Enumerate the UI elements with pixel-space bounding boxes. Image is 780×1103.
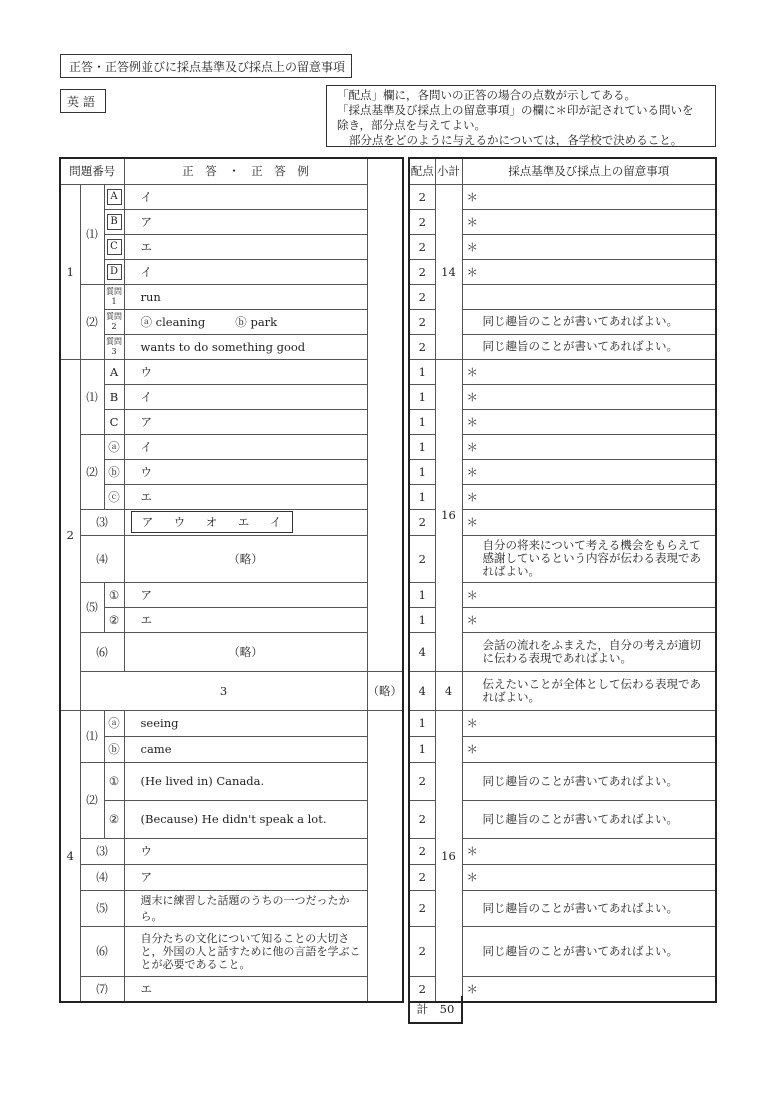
points-cell: 4 [409,632,435,671]
criteria-cell: ＊ [462,484,716,509]
criteria-cell: 同じ趣旨のことが書いてあればよい。 [462,334,716,359]
answer-cell: （略） [124,632,367,671]
points-cell: 1 [409,582,435,607]
criteria-cell: ＊ [462,509,716,535]
answer-cell: イ [124,384,367,409]
answer-cell: ウ [124,459,367,484]
part-number: ⑷ [80,535,124,582]
criteria-cell: 会話の流れをふまえた，自分の考えが適切に伝わる表現であればよい。 [462,632,716,671]
answer-cell: ア [124,582,367,607]
criteria-cell: 同じ趣旨のことが書いてあればよい。 [462,800,716,838]
points-cell: 2 [409,800,435,838]
criteria-cell: ＊ [462,409,716,434]
subject-label: 英語 [60,89,106,113]
part-number: ⑺ [80,976,124,1002]
sub-label: 質問3 [104,334,124,359]
instruction-line: 「配点」欄に，各問いの正答の場合の点数が示してある。 [337,88,636,102]
answer-cell: (He lived in) Canada. [124,762,367,800]
answer-cell: seeing [124,710,367,736]
sub-label: ⓐ [104,710,124,736]
sub-label: ⓑ [104,459,124,484]
points-cell: 2 [409,284,435,309]
sub-label: 質問2 [104,309,124,334]
sub-label: B [104,209,124,234]
criteria-cell: ＊ [462,582,716,607]
answer-cell: ア [124,409,367,434]
sub-label: ② [104,800,124,838]
criteria-cell: ＊ [462,607,716,632]
criteria-cell: ＊ [462,259,716,284]
points-cell: 2 [409,509,435,535]
answer-cell: イ [124,434,367,459]
points-cell: 2 [409,334,435,359]
sequence-item: オ [205,515,218,529]
part-number: ⑹ [80,632,124,671]
instructions-box [326,85,716,147]
answer-cell: エ [124,234,367,259]
criteria-cell: ＊ [462,184,716,209]
criteria-cell: 同じ趣旨のことが書いてあればよい。 [462,309,716,334]
answer-cell: ア [124,864,367,890]
criteria-cell: 自分の将来について考える機会をもらえて感謝しているという内容が伝わる表現であればよい。 [462,535,716,582]
answer-cell: イ [124,259,367,284]
points-cell: 1 [409,434,435,459]
points-cell: 1 [409,359,435,384]
part-number: ⑶ [80,509,124,535]
criteria-cell: 同じ趣旨のことが書いてあればよい。 [462,926,716,976]
answer-cell: 自分たちの文化について知ることの大切さと，外国の人と話すために他の言語を学ぶことが必要であること。 [124,926,367,976]
answer-sequence [124,509,367,535]
sub-label: ② [104,607,124,632]
points-cell: 2 [409,309,435,334]
question-number: 1 [60,184,80,359]
part-number: ⑶ [80,838,124,864]
criteria-cell: ＊ [462,736,716,762]
points-cell: 2 [409,864,435,890]
sequence-item: ウ [173,515,186,529]
answer-cell: came [124,736,367,762]
subtotal-cell: 14 [435,184,462,359]
points-cell: 2 [409,535,435,582]
answer-cell: ウ [124,359,367,384]
sequence-item: エ [237,515,250,529]
answer-cell: （略） [367,671,403,710]
sub-label: A [104,359,124,384]
criteria-cell: ＊ [462,864,716,890]
sub-label: C [104,409,124,434]
part-number: ⑵ [80,762,104,838]
answer-cell: エ [124,484,367,509]
points-cell: 2 [409,259,435,284]
part-number: ⑵ [80,434,104,509]
points-cell: 1 [409,710,435,736]
points-cell: 1 [409,736,435,762]
criteria-cell: 伝えたいことが全体として伝わる表現であればよい。 [462,671,716,710]
criteria-cell: ＊ [462,209,716,234]
sub-label: C [104,234,124,259]
header-question-no: 問題番号 [60,158,124,184]
subtotal-cell: 4 [435,671,462,710]
answer-cell: （略） [124,535,367,582]
criteria-cell: 同じ趣旨のことが書いてあればよい。 [462,890,716,926]
points-cell: 2 [409,838,435,864]
instruction-line: 除き，部分点を与えてよい。 [337,118,487,132]
points-cell: 2 [409,209,435,234]
points-cell: 2 [409,890,435,926]
points-cell: 1 [409,409,435,434]
sub-label: A [104,184,124,209]
points-cell: 4 [409,671,435,710]
criteria-cell: ＊ [462,434,716,459]
part-number: ⑴ [80,359,104,434]
header-points: 配点 [409,158,435,184]
criteria-cell: ＊ [462,234,716,259]
sub-label: B [104,384,124,409]
answer-cell: エ [124,976,367,1002]
points-cell: 1 [409,607,435,632]
sub-label: ① [104,762,124,800]
answer-cell: ⓐ cleaning ⓑ park [124,309,367,334]
answer-cell: 週末に練習した話題のうちの一つだったから。 [124,890,367,926]
header-criteria: 採点基準及び採点上の留意事項 [462,158,716,184]
part-number: ⑴ [80,184,104,284]
question-number: 4 [60,710,80,1002]
answer-cell: ウ [124,838,367,864]
criteria-cell: 同じ趣旨のことが書いてあればよい。 [462,762,716,800]
header-answer: 正 答 ・ 正 答 例 [124,158,367,184]
criteria-cell: ＊ [462,384,716,409]
scoring-table [408,157,717,1003]
points-cell: 2 [409,762,435,800]
part-number: ⑷ [80,864,124,890]
subtotal-cell: 16 [435,359,462,671]
instruction-line: 「採点基準及び採点上の留意事項」の欄に＊印が記されている問いを [337,103,694,117]
page-title: 正答・正答例並びに採点基準及び採点上の留意事項 [60,54,352,78]
points-cell: 1 [409,384,435,409]
criteria-cell: ＊ [462,459,716,484]
sub-label: ⓐ [104,434,124,459]
sub-label: 質問1 [104,284,124,309]
criteria-cell [462,284,716,309]
instruction-line: 部分点をどのように与えるかについては，各学校で決めること。 [349,133,683,147]
sequence-item: イ [269,515,282,529]
sub-label: ① [104,582,124,607]
answer-cell: (Because) He didn't speak a lot. [124,800,367,838]
answer-cell: エ [124,607,367,632]
points-cell: 1 [409,459,435,484]
question-number: 2 [60,359,80,710]
answer-cell: イ [124,184,367,209]
sub-label: ⓒ [104,484,124,509]
part-number: ⑹ [80,926,124,976]
sub-label: D [104,259,124,284]
points-cell: 2 [409,976,435,1002]
question-number: 3 [80,671,367,710]
total-score: 計 50 [408,996,463,1024]
points-cell: 2 [409,234,435,259]
answer-cell: ア [124,209,367,234]
criteria-cell: ＊ [462,838,716,864]
answer-cell: wants to do something good [124,334,367,359]
sequence-item: ア [141,515,154,529]
answer-cell: run [124,284,367,309]
header-subtotal: 小計 [435,158,462,184]
points-cell: 1 [409,484,435,509]
part-number: ⑴ [80,710,104,762]
criteria-cell: ＊ [462,976,716,1002]
part-number: ⑸ [80,582,104,632]
points-cell: 2 [409,926,435,976]
criteria-cell: ＊ [462,359,716,384]
part-number: ⑵ [80,284,104,359]
points-cell: 2 [409,184,435,209]
criteria-cell: ＊ [462,710,716,736]
subtotal-cell: 16 [435,710,462,1002]
part-number: ⑸ [80,890,124,926]
answer-table [59,157,404,1003]
sub-label: ⓑ [104,736,124,762]
